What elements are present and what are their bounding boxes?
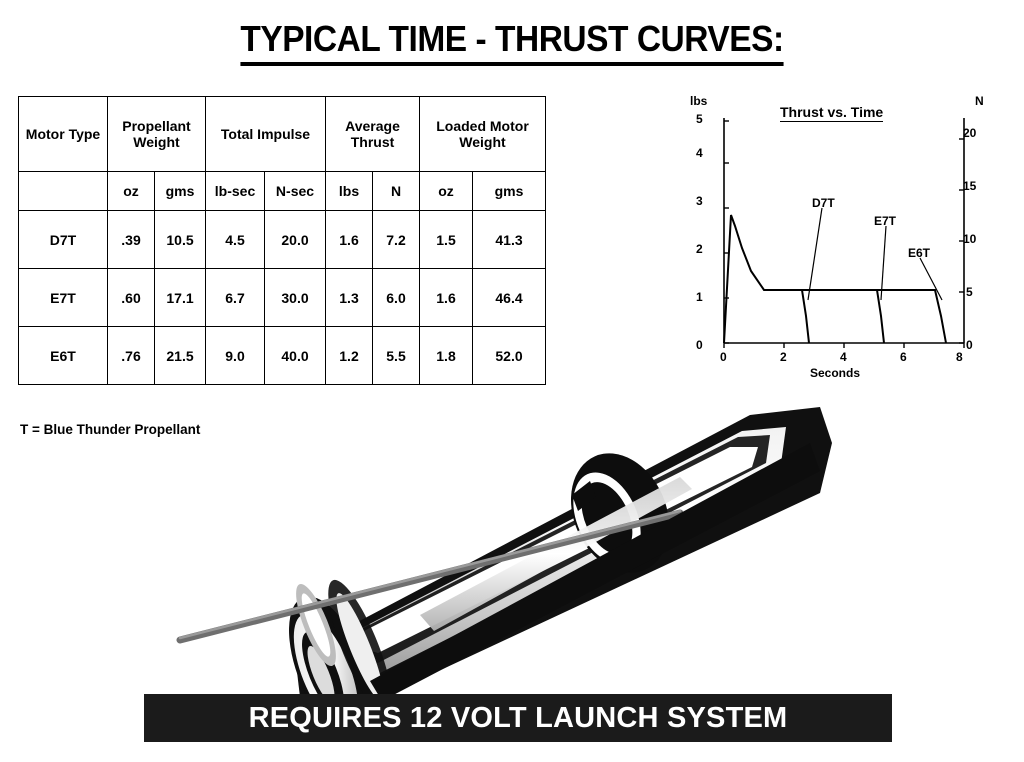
cell-thrust-lbs: 1.6	[326, 211, 373, 269]
cell-prop-gms: 10.5	[155, 211, 206, 269]
thrust-vs-time-chart	[672, 88, 1012, 388]
cell-loaded-oz: 1.8	[420, 327, 473, 385]
banner-text: REQUIRES 12 VOLT LAUNCH SYSTEM	[248, 701, 788, 734]
cell-motor-type: D7T	[19, 211, 108, 269]
motor-spec-table	[18, 96, 546, 385]
table-row	[19, 269, 546, 327]
chart-ytick-left-0: 0	[696, 338, 703, 352]
header-spacer	[19, 172, 108, 211]
chart-xtick-2: 4	[840, 350, 847, 364]
header-average-thrust: Average Thrust	[326, 97, 420, 172]
table-row	[19, 327, 546, 385]
subheader-thrust-lbs: lbs	[326, 172, 373, 211]
cell-n-sec: 40.0	[265, 327, 326, 385]
header-loaded-motor-weight: Loaded Motor Weight	[420, 97, 546, 172]
cell-lb-sec: 4.5	[206, 211, 265, 269]
chart-ytick-left-5: 5	[696, 112, 703, 126]
chart-annotation-d7t: D7T	[812, 196, 835, 210]
chart-ytick-right-1: 5	[966, 285, 973, 299]
cell-loaded-gms: 46.4	[473, 269, 546, 327]
cell-thrust-n: 5.5	[373, 327, 420, 385]
subheader-n-sec: N-sec	[265, 172, 326, 211]
cell-thrust-lbs: 1.3	[326, 269, 373, 327]
launch-system-banner	[144, 694, 892, 742]
cell-prop-gms: 21.5	[155, 327, 206, 385]
chart-ytick-left-2: 2	[696, 242, 703, 256]
cell-motor-type: E7T	[19, 269, 108, 327]
chart-plot-area	[672, 88, 1012, 388]
chart-annotation-e7t: E7T	[874, 214, 897, 228]
chart-ytick-right-4: 20	[963, 126, 977, 140]
page-title-text: TYPICAL TIME - THRUST CURVES:	[240, 18, 783, 66]
chart-xtick-3: 6	[900, 350, 907, 364]
page-title	[36, 18, 988, 66]
cell-prop-oz: .76	[108, 327, 155, 385]
chart-xtick-4: 8	[956, 350, 963, 364]
cell-thrust-n: 6.0	[373, 269, 420, 327]
table-header-sub-row	[19, 172, 546, 211]
header-motor-type: Motor Type	[19, 97, 108, 172]
cell-n-sec: 20.0	[265, 211, 326, 269]
subheader-prop-gms: gms	[155, 172, 206, 211]
header-propellant-weight: Propellant Weight	[108, 97, 206, 172]
header-total-impulse: Total Impulse	[206, 97, 326, 172]
cell-loaded-gms: 52.0	[473, 327, 546, 385]
subheader-lb-sec: lb-sec	[206, 172, 265, 211]
subheader-loaded-oz: oz	[420, 172, 473, 211]
cell-motor-type: E6T	[19, 327, 108, 385]
cell-prop-oz: .60	[108, 269, 155, 327]
propellant-footnote: T = Blue Thunder Propellant	[20, 422, 201, 437]
motor-cutaway-illustration	[120, 385, 910, 705]
cell-prop-oz: .39	[108, 211, 155, 269]
table-header-main-row	[19, 97, 546, 172]
cell-thrust-lbs: 1.2	[326, 327, 373, 385]
cell-loaded-gms: 41.3	[473, 211, 546, 269]
cell-prop-gms: 17.1	[155, 269, 206, 327]
cell-n-sec: 30.0	[265, 269, 326, 327]
chart-ytick-left-3: 3	[696, 194, 703, 208]
subheader-thrust-n: N	[373, 172, 420, 211]
chart-annotation-e6t: E6T	[908, 246, 931, 260]
chart-title: Thrust vs. Time	[780, 104, 884, 120]
chart-ytick-left-1: 1	[696, 290, 703, 304]
subheader-prop-oz: oz	[108, 172, 155, 211]
chart-xtick-1: 2	[780, 350, 787, 364]
chart-ytick-left-4: 4	[696, 146, 703, 160]
cell-thrust-n: 7.2	[373, 211, 420, 269]
chart-x-axis-label: Seconds	[810, 366, 861, 380]
chart-right-axis-unit: N	[975, 94, 984, 108]
cell-loaded-oz: 1.5	[420, 211, 473, 269]
chart-left-axis-unit: lbs	[690, 94, 708, 108]
chart-ytick-right-2: 10	[963, 232, 977, 246]
chart-ytick-right-0: 0	[966, 338, 973, 352]
chart-ytick-right-3: 15	[963, 179, 977, 193]
cell-loaded-oz: 1.6	[420, 269, 473, 327]
table-row	[19, 211, 546, 269]
chart-xtick-0: 0	[720, 350, 727, 364]
subheader-loaded-gms: gms	[473, 172, 546, 211]
cell-lb-sec: 6.7	[206, 269, 265, 327]
cell-lb-sec: 9.0	[206, 327, 265, 385]
